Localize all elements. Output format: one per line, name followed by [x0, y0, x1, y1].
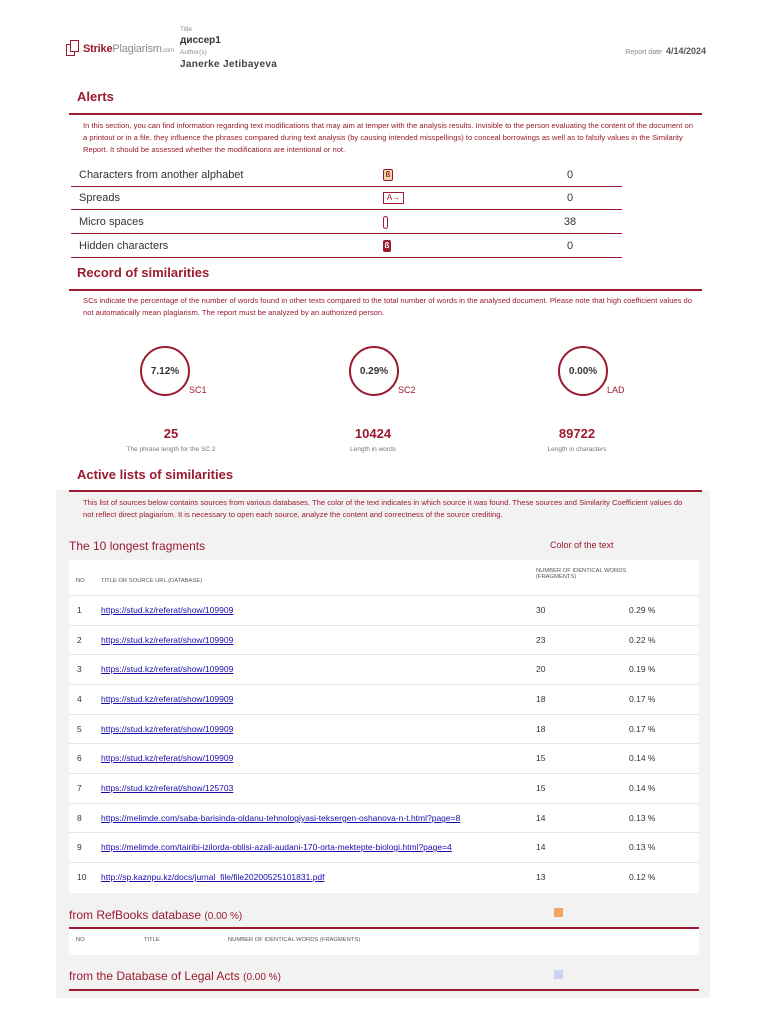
hidden-char-icon: ß: [384, 241, 390, 250]
similarities-heading: Record of similarities: [77, 265, 210, 280]
alerts-heading: Alerts: [77, 89, 114, 104]
strikeplagiarism-logo: StrikePlagiarism.com: [66, 40, 174, 57]
logo-icon: [66, 40, 80, 57]
alert-row: Spreads A→ 0: [71, 187, 622, 210]
report-header: [66, 22, 706, 82]
table-row: 3 https://stud.kz/referat/show/109909 20 0.19 %: [69, 654, 699, 684]
fragments-title: The 10 longest fragments: [69, 539, 206, 553]
divider: [69, 490, 702, 492]
alert-row: Micro spaces 38: [71, 211, 622, 234]
similarities-description: SCs indicate the percentage of the number of words found in other texts compared to the total number of words in the analysed document. Please note that high coefficient values do not automatically mean plagiarism. The report must be analyzed by an authorized person.: [83, 296, 692, 317]
phrase-length-label: The phrase length for the SC 2: [126, 446, 216, 453]
source-link[interactable]: https://stud.kz/referat/show/109909: [101, 635, 234, 645]
refbooks-table-header: [69, 929, 699, 955]
words-length-value: 10424: [354, 426, 392, 441]
sc1-label: SC1: [189, 385, 207, 395]
alerts-description: In this section, you can find information regarding text modifications that may aim at temper with the analysis results. Invisible to the person evaluating the content of the document on a printout or in a file, they influence the phrases compared during text analysis (by causing intended misspellings) to conceal borrowings as well as to falsify values in the Similarity Report. It should be assessed whether the modifications are intentional or not.: [83, 121, 693, 154]
lad-label: LAD: [607, 385, 625, 395]
col-count-header: NUMBER OF IDENTICAL WORDS (FRAGMENTS): [536, 568, 627, 580]
col-no-header: NO: [76, 578, 85, 584]
source-link[interactable]: https://stud.kz/referat/show/109909: [101, 753, 234, 763]
words-length-label: Length in words: [350, 446, 396, 453]
alert-row: Characters from another alphabet ß 0: [71, 164, 622, 187]
author-name: Janerke Jetibayeva: [180, 59, 278, 70]
sc2-gauge: 0.29%: [349, 346, 399, 396]
divider: [69, 113, 702, 115]
col-title-header: TITLE OR SOURCE URL (DATABASE): [101, 578, 203, 584]
source-link[interactable]: http://sp.kaznpu.kz/docs/jurnal_file/file20200525101831.pdf: [101, 872, 325, 882]
ref-col-count-header: NUMBER OF IDENTICAL WORDS (FRAGMENTS): [228, 937, 361, 943]
source-link[interactable]: https://melimde.com/saba-barisinda-oldanu-tehnologiyasi-teksergen-oshanova-n-t.html?page=8: [101, 813, 461, 823]
source-link[interactable]: https://melimde.com/tairibi-izilorda-oblisi-azali-audani-170-orta-mektepte-biologi.html?page=4: [101, 842, 452, 852]
color-of-text-header: Color of the text: [550, 540, 614, 550]
ref-col-title-header: TITLE: [144, 937, 160, 943]
author-label: Author(s): [180, 49, 207, 56]
table-row: 4 https://stud.kz/referat/show/109909 18 0.17 %: [69, 684, 699, 714]
table-row: 5 https://stud.kz/referat/show/109909 18 0.17 %: [69, 714, 699, 744]
divider: [69, 289, 702, 291]
table-row: 8 https://melimde.com/saba-barisinda-oldanu-tehnologiyasi-teksergen-oshanova-n-t.html?page=8 14 0.13 %: [69, 803, 699, 833]
table-row: 2 https://stud.kz/referat/show/109909 23 0.22 %: [69, 625, 699, 655]
alert-row: Hidden characters ß 0: [71, 235, 622, 258]
table-row: 1 https://stud.kz/referat/show/109909 30 0.29 %: [69, 595, 699, 625]
spreads-icon: A→: [383, 192, 404, 204]
lad-gauge: 0.00%: [558, 346, 608, 396]
refbooks-color-swatch: [554, 908, 563, 917]
source-link[interactable]: https://stud.kz/referat/show/109909: [101, 724, 234, 734]
sc1-gauge: 7.12%: [140, 346, 190, 396]
active-lists-heading: Active lists of similarities: [77, 467, 234, 482]
divider: [69, 989, 699, 991]
document-title: диссер1: [180, 35, 221, 46]
table-row: 10 http://sp.kaznpu.kz/docs/jurnal_file/file20200525101831.pdf 13 0.12 %: [69, 862, 699, 892]
report-date: Report date 4/14/2024: [625, 46, 706, 56]
table-row: 6 https://stud.kz/referat/show/109909 15 0.14 %: [69, 743, 699, 773]
title-label: Title: [180, 26, 193, 33]
source-link[interactable]: https://stud.kz/referat/show/109909: [101, 664, 234, 674]
source-link[interactable]: https://stud.kz/referat/show/125703: [101, 783, 234, 793]
chars-length-value: 89722: [558, 426, 596, 441]
phrase-length-value: 25: [163, 426, 179, 441]
document-meta: [180, 24, 277, 72]
micro-space-icon: [383, 216, 388, 229]
ref-col-no-header: NO: [76, 937, 85, 943]
sc2-label: SC2: [398, 385, 416, 395]
alphabet-icon: ß: [383, 169, 393, 181]
table-row: 7 https://stud.kz/referat/show/125703 15 0.14 %: [69, 773, 699, 803]
refbooks-title: from RefBooks database (0.00 %): [69, 908, 243, 922]
source-link[interactable]: https://stud.kz/referat/show/109909: [101, 694, 234, 704]
legal-acts-title: from the Database of Legal Acts (0.00 %): [69, 969, 281, 983]
legal-acts-color-swatch: [554, 970, 563, 979]
active-lists-description: This list of sources below contains sources from various databases. The color of the text indicates in which source it was found. These sources and Similarity Coefficient values do not reflect direct plagiarism. It is necessary to open each source, analyze the content and correctness of the source crediting.: [83, 498, 683, 519]
chars-length-label: Length in characters: [547, 446, 607, 453]
table-row: 9 https://melimde.com/tairibi-izilorda-oblisi-azali-audani-170-orta-mektepte-biologi.html?page=4 14 0.13 %: [69, 832, 699, 862]
source-link[interactable]: https://stud.kz/referat/show/109909: [101, 605, 234, 615]
